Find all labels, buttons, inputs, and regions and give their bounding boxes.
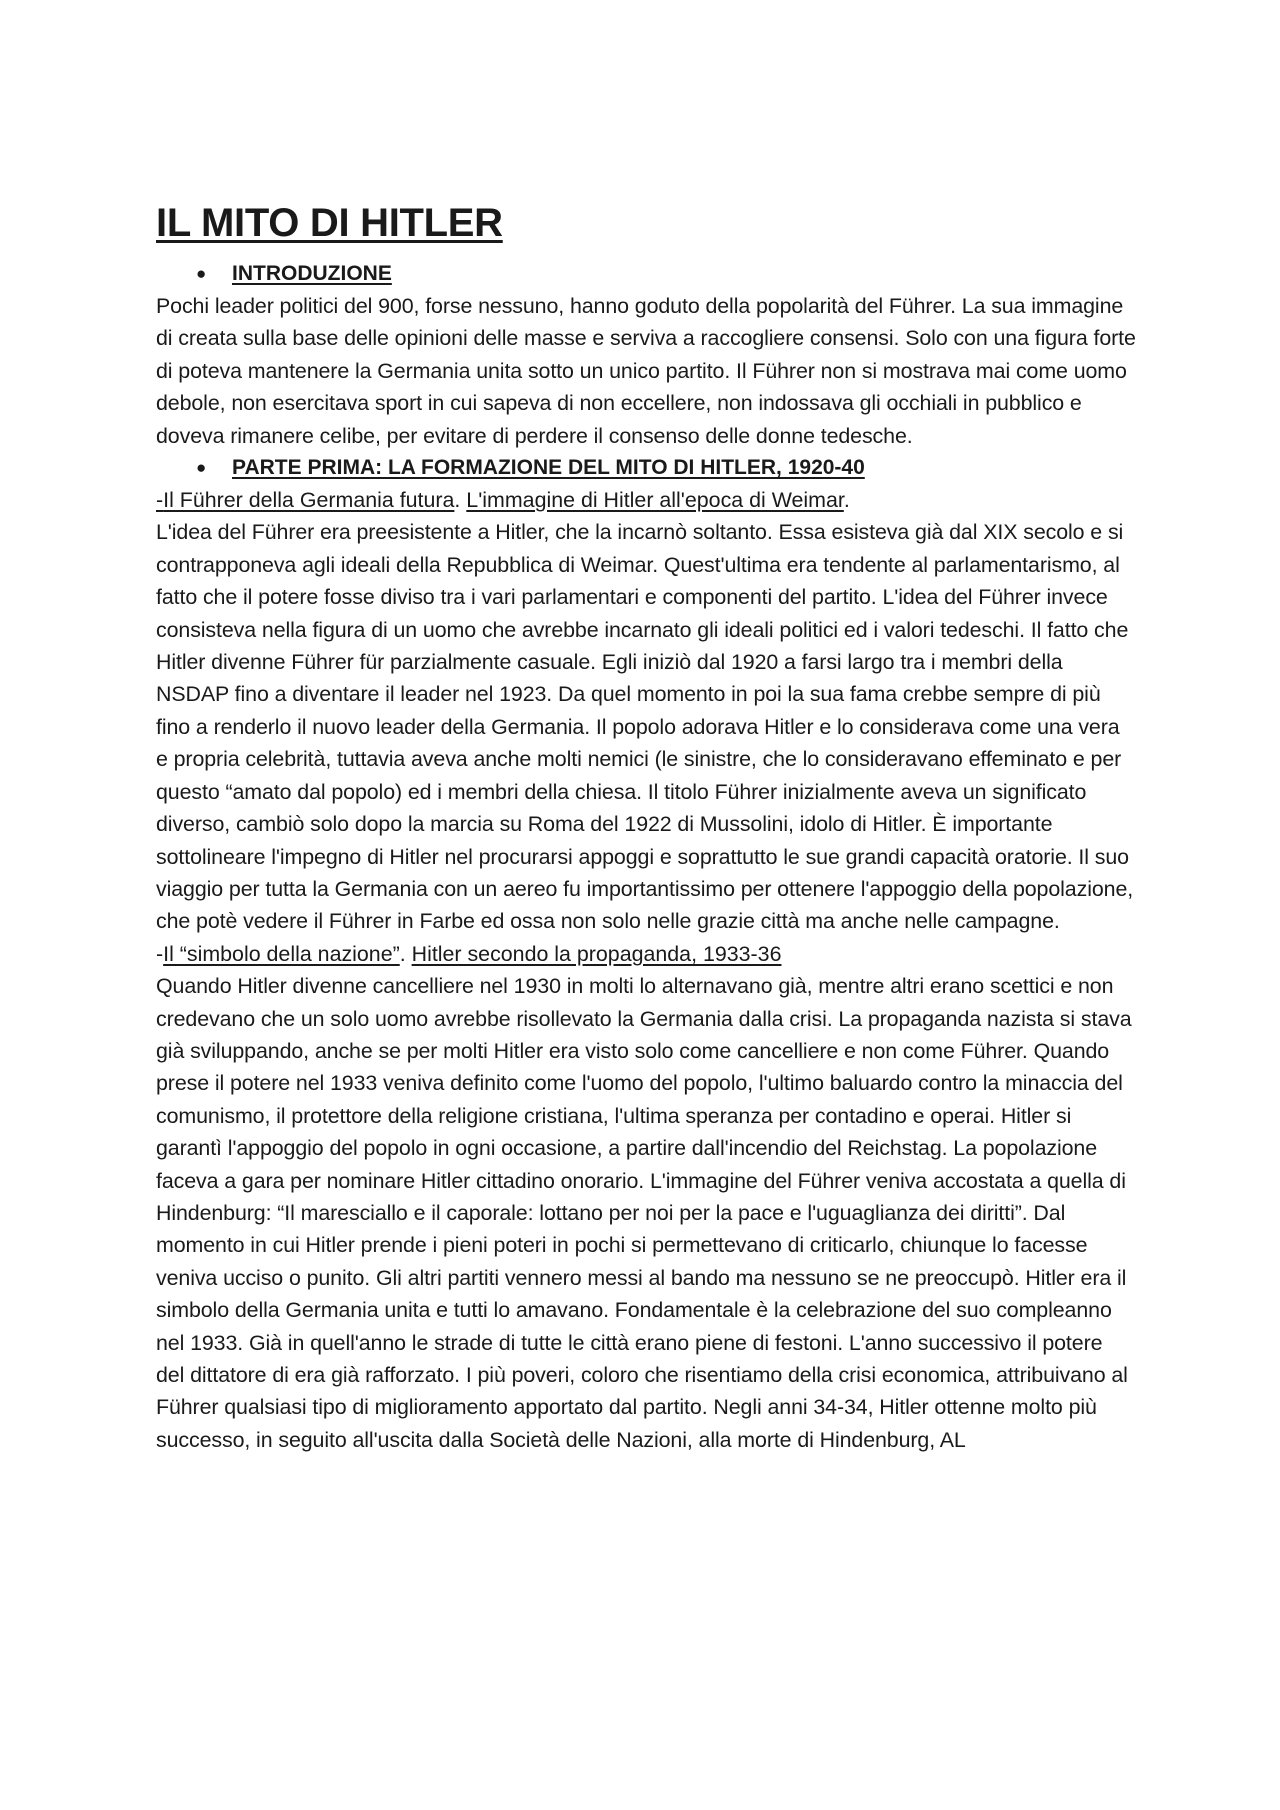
paragraph-propaganda: Quando Hitler divenne cancelliere nel 1930 in molti lo alternavano già, mentre altri erano scettici e non credevano che un solo uomo avrebbe risollevato la Germania dalla crisi. La propaganda nazista si stava già sviluppando, anche se per molti Hitler era visto solo come cancelliere e non come Führer. Quando prese il potere nel 1933 veniva definito come l'uomo del popolo, l'ultimo baluardo contro la minaccia del comunismo, il protettore della religione cristiana, l'ultima speranza per contadino e operai. Hitler si garantì l'appoggio del popolo in ogni occasione, a partire dall'incendio del Reichstag. La popolazione faceva a gara per nominare Hitler cittadino onorario. L'immagine del Führer veniva accostata a quella di Hindenburg: “Il maresciallo e il caporale: lottano per noi per la pace e l'uguaglianza dei diritti”. Dal momento in cui Hitler prende i pieni poteri in pochi si permettevano di criticarlo, chiunque lo facesse veniva ucciso o punito. Gli altri partiti vennero messi al bando ma nessuno se ne preoccupò. Hitler era il simbolo della Germania unita e tutti lo amavano. Fondamentale è la celebrazione del suo compleanno nel 1933. Già in quell'anno le strade di tutte le città erano piene di festoni. L'anno successivo il potere del dittatore di era già rafforzato. I più poveri, coloro che risentiamo della crisi economica, attribuivano al Führer qualsiasi tipo di miglioramento apportato dal partito. Negli anni 34-34, Hitler ottenne molto più successo, in seguito all'uscita dalla Società delle Nazioni, alla morte di Hindenburg, AL bbox=[156, 974, 1132, 1452]
subheading-fuhrer-germania-futura bbox=[156, 484, 1136, 516]
section-heading-part-one bbox=[156, 452, 1136, 484]
subheading-title-a: Il “simbolo della nazione” bbox=[163, 941, 400, 966]
subheading-title-b: Hitler secondo la propaganda, 1933-36 bbox=[411, 941, 782, 966]
subheading-simbolo-nazione bbox=[156, 938, 1136, 970]
document-title: IL MITO DI HITLER bbox=[156, 201, 503, 245]
subheading-title-b: L'immagine di Hitler all'epoca di Weimar bbox=[466, 488, 844, 513]
introduction-paragraph: Pochi leader politici del 900, forse nessuno, hanno goduto della popolarità del Führer. La sua immagine di creata sulla base delle opinioni delle masse e serviva a raccogliere consensi. Solo con una figura forte di poteva mantenere la Germania unita sotto un unico partito. Il Führer non si mostrava mai come uomo debole, non esercitava sport in cui sapeva di non eccellere, non indossava gli occhiali in pubblico e doveva rimanere celibe, per evitare di perdere il consenso delle donne tedesche. bbox=[156, 294, 1136, 448]
subheading-title-a: Il Führer della Germania futura bbox=[163, 488, 455, 513]
section-heading-label: PARTE PRIMA: LA FORMAZIONE DEL MITO DI HITLER, 1920-40 bbox=[232, 456, 865, 480]
section-heading-introduction bbox=[156, 258, 1136, 290]
bullet-icon: ● bbox=[196, 458, 207, 478]
section-heading-label: INTRODUZIONE bbox=[232, 262, 392, 285]
subheading-prefix: - bbox=[156, 941, 164, 966]
subheading-separator: . bbox=[399, 941, 412, 966]
document-page bbox=[156, 196, 1136, 1456]
paragraph-weimar: L'idea del Führer era preesistente a Hitler, che la incarnò soltanto. Essa esisteva già dal XIX secolo e si contrapponeva agli ideali della Repubblica di Weimar. Quest'ultima era tendente al parlamentarismo, al fatto che il potere fosse diviso tra i vari parlamentari e componenti del partito. L'idea del Führer invece consisteva nella figura di un uomo che avrebbe incarnato gli ideali politici ed i valori tedeschi. Il fatto che Hitler divenne Führer für parzialmente casuale. Egli iniziò dal 1920 a farsi largo tra i membri della NSDAP fino a diventare il leader nel 1923. Da quel momento in poi la sua fama crebbe sempre di più fino a renderlo il nuovo leader della Germania. Il popolo adorava Hitler e lo considerava come una vera e propria celebrità, tuttavia aveva anche molti nemici (le sinistre, che lo consideravano effeminato e per questo “amato dal popolo) ed i membri della chiesa. Il titolo Führer inizialmente aveva un significato diverso, cambiò solo dopo la marcia su Roma del 1922 di Mussolini, idolo di Hitler. È importante sottolineare l'impegno di Hitler nel procurarsi appoggi e soprattutto le sue grandi capacità oratorie. Il suo viaggio per tutta la Germania con un aereo fu importantissimo per ottenere l'appoggio della popolazione, che potè vedere il Führer in Farbe ed ossa non solo nelle grazie città ma anche nelle campagne. bbox=[156, 520, 1134, 934]
subheading-prefix: - bbox=[156, 488, 164, 513]
subheading-separator: . bbox=[454, 488, 467, 513]
bullet-icon: ● bbox=[196, 264, 207, 283]
subheading-suffix: . bbox=[843, 488, 850, 513]
